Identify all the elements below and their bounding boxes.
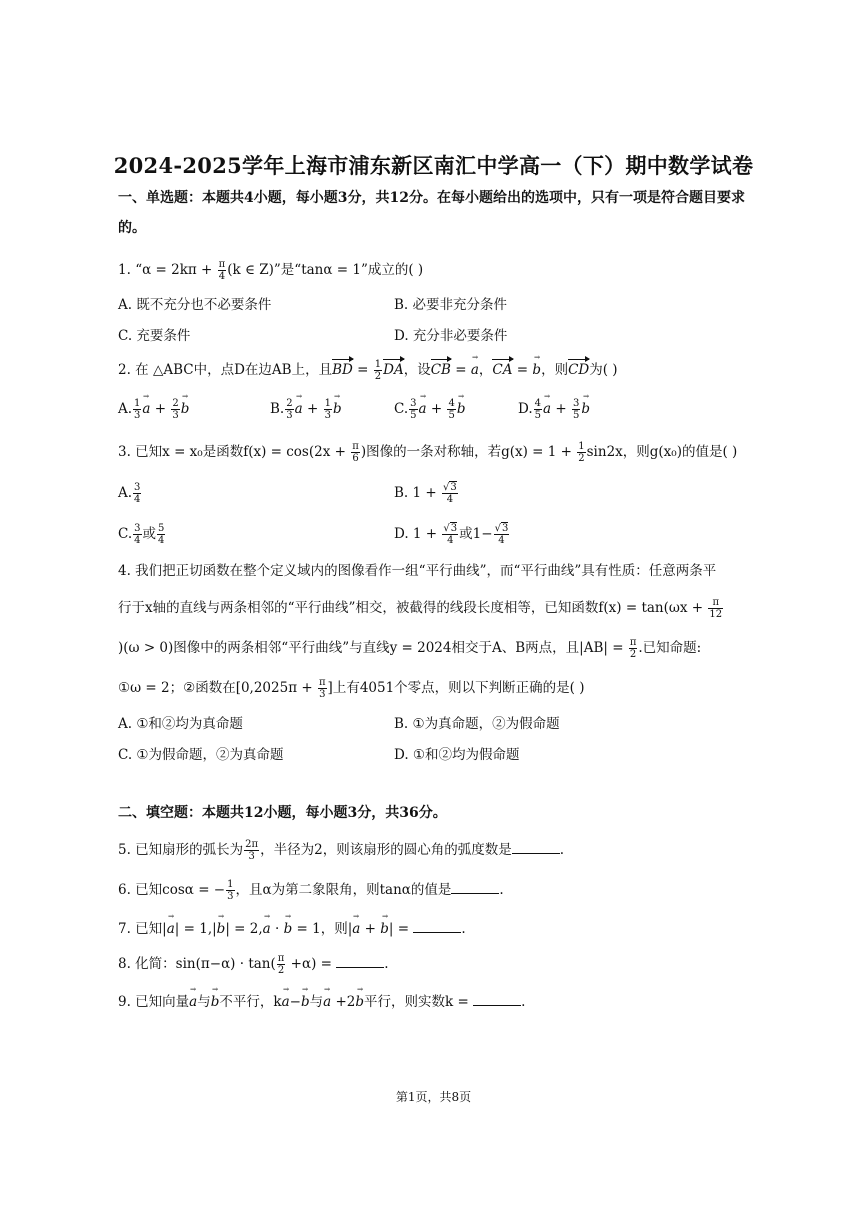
question-1-option-c: C. 充要条件	[118, 328, 191, 344]
question-4-line-2: 行于x轴的直线与两条相邻的“平行曲线”相交，被截得的线段长度相等，已知函数f(x) = tan(ωx + $\frac{\pi}{12}$	[118, 597, 723, 620]
answer-blank[interactable]	[451, 881, 499, 894]
question-2-option-d: D. $\frac{4}{5}$ → a + $\frac{3}{5}$ → b	[518, 398, 590, 421]
section-1-heading-line-2: 的。	[118, 220, 146, 236]
question-4-line-4: ①ω = 2；②函数在[0,2025π + $\frac{\pi}{3}$ ]上有4051个零点，则以下判断正确的是( )	[118, 677, 585, 700]
vector-cd: CD	[568, 362, 590, 378]
answer-blank[interactable]	[473, 993, 521, 1006]
answer-blank[interactable]	[413, 920, 461, 933]
vector-ca: CA	[492, 362, 513, 378]
vector-da: DA	[383, 362, 404, 378]
question-4-line-3: )(ω > 0)图像中的两条相邻“平行曲线”与直线y = 2024相交于A、B两点，且|AB| = $\frac{\pi}{2}$ .已知命题:	[118, 637, 702, 660]
question-4-line-1: 4. 我们把正切函数在整个定义域内的图像看作一组“平行曲线”，而“平行曲线”具有性质：任意两条平	[118, 563, 717, 579]
question-3-option-d: D. 1 + $\frac{√3}{4}$ 或1− $\frac{√3}{4}$	[394, 523, 509, 546]
question-2-option-b: B. $\frac{2}{3}$ → a + $\frac{1}{3}$ → b	[270, 398, 342, 421]
vector-b: → b	[532, 362, 541, 378]
question-4-option-b: B. ①为真命题，②为假命题	[394, 716, 560, 732]
question-2-option-c: C. $\frac{3}{5}$ → a + $\frac{4}{5}$ → b	[394, 398, 466, 421]
stem-text: “α = 2kπ +	[135, 262, 217, 278]
section-1-heading	[118, 183, 758, 243]
question-4-option-d: D. ①和②均为假命题	[394, 747, 520, 763]
section-1-heading-line-1: 一、单选题：本题共4小题，每小题3分，共12分。在每小题给出的选项中，只有一项是符合题目要求	[118, 190, 745, 206]
question-number: 1.	[118, 262, 131, 278]
question-1-option-d: D. 充分非必要条件	[394, 328, 508, 344]
question-2-stem: 2. 在 △ABC中，点D在边AB上，且BD = $\frac{1}{2}$ DA，设CB = → a，CA = → b，则CD为( )	[118, 358, 618, 382]
question-3-option-a: A. $\frac{3}{4}$	[118, 482, 141, 505]
answer-blank[interactable]	[512, 841, 560, 854]
question-8: 8. 化简：sin(π−α) · tan( $\frac{\pi}{2}$ +α) = .	[118, 953, 389, 976]
question-3-option-c: C. $\frac{3}{4}$ 或 $\frac{5}{4}$	[118, 523, 165, 546]
page-footer: 第1页，共8页	[395, 1090, 472, 1104]
question-5: 5. 已知扇形的弧长为 $\frac{2\pi}{3}$ ，半径为2，则该扇形的圆心角的弧度数是 .	[118, 839, 564, 862]
question-4-option-a: A. ①和②均为真命题	[118, 716, 243, 732]
question-1-stem	[118, 258, 423, 282]
section-2-heading: 二、填空题：本题共12小题，每小题3分，共36分。	[118, 805, 447, 821]
vector-a: → a	[471, 362, 479, 378]
question-9: 9. 已知向量→ a与→ b不平行，k→ a−→ b与→ a +2→ b平行，则实数k = .	[118, 990, 525, 1010]
fraction: $\frac{\pi}{4}$	[218, 259, 226, 282]
question-3-option-b: B. 1 + $\frac{√3}{4}$	[394, 482, 457, 505]
answer-blank[interactable]	[336, 955, 384, 968]
exam-title: 2024-2025学年上海市浦东新区南汇中学高一（下）期中数学试卷	[113, 153, 754, 178]
vector-cb: CB	[430, 362, 451, 378]
question-7: 7. 已知|→ a| = 1,|→ b| = 2,→ a · → b = 1，则|→ a + → b| = .	[118, 917, 466, 937]
question-1-option-a: A. 既不充分也不必要条件	[118, 297, 272, 313]
question-3-stem: 3. 已知x = x₀是函数f(x) = cos(2x + $\frac{\pi}{6}$ )图像的一条对称轴，若g(x) = 1 + $\frac{1}{2}$ sin2x，则g(x₀)的值是( )	[118, 441, 738, 464]
question-2-option-a: A. $\frac{1}{3}$ → a + $\frac{2}{3}$ → b	[118, 398, 189, 421]
question-1-option-b: B. 必要非充分条件	[394, 297, 508, 313]
question-6: 6. 已知cosα = − $\frac{1}{3}$ ，且α为第二象限角，则tanα的值是 .	[118, 879, 504, 902]
vector-bd: BD	[332, 362, 353, 378]
question-4-option-c: C. ①为假命题，②为真命题	[118, 747, 284, 763]
stem-text: (k ∈ Z)”是“tanα = 1”成立的( )	[227, 262, 424, 278]
